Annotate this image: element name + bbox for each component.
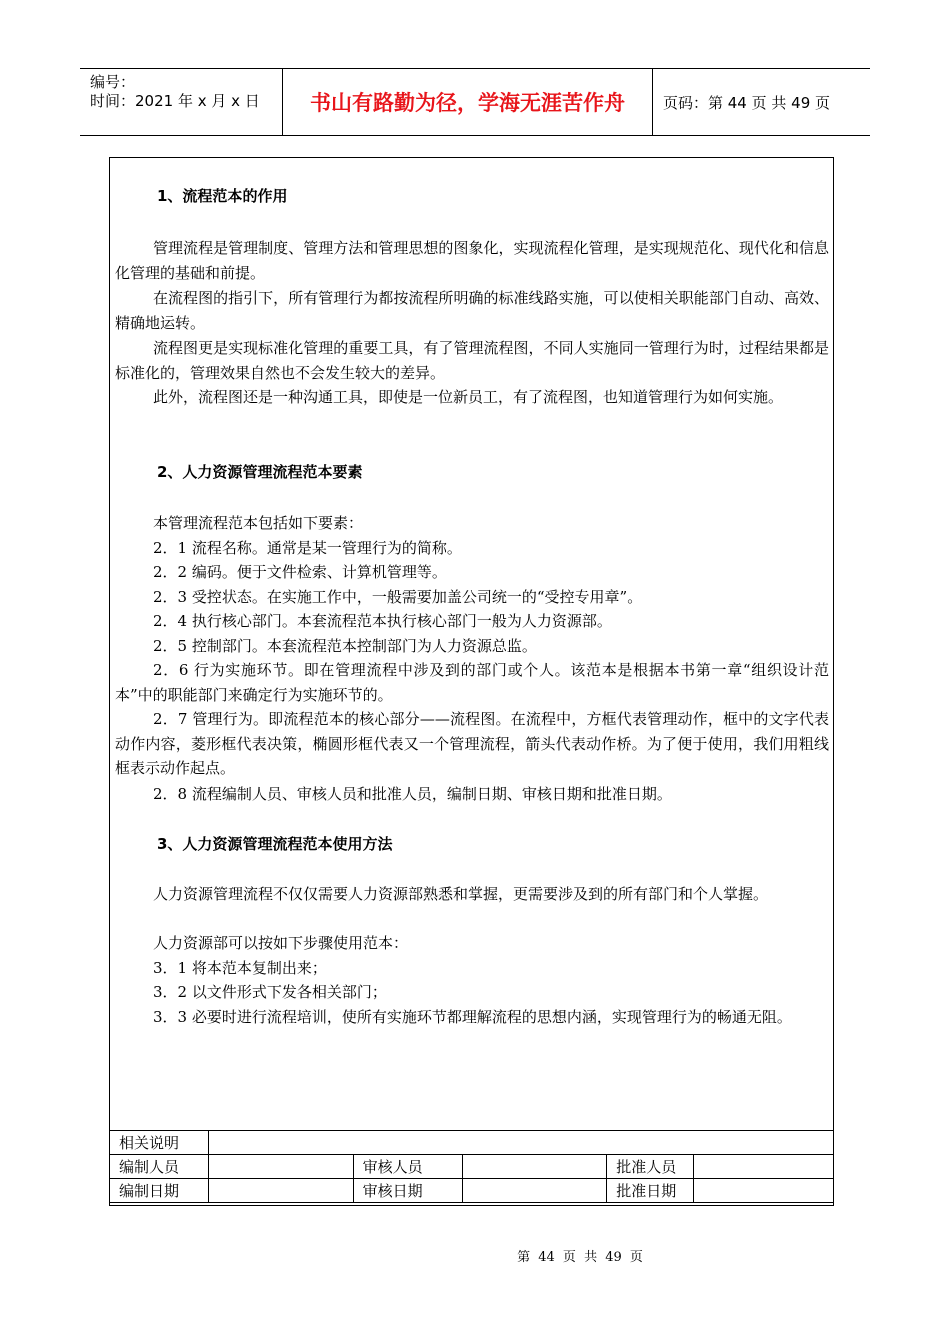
section-1-paragraph-4: 此外，流程图还是一种沟通工具，即使是一位新员工，有了流程图，也知道管理行为如何实施。 — [153, 388, 784, 406]
page-header — [80, 68, 870, 136]
section-3-item-3: 3．3 必要时进行流程培训，使所有实施环节都理解流程的思想内涵，实现管理行为的畅通无阻。 — [153, 1008, 792, 1026]
related-notes-label: 相关说明 — [110, 1131, 209, 1155]
approver-value — [694, 1155, 834, 1179]
compiler-value — [208, 1155, 353, 1179]
approve-date-value — [694, 1179, 834, 1203]
section-2-item-6: 2．6 行为实施环节。即在管理流程中涉及到的部门或个人。该范本是根据本书第一章“组织设计范本”中的职能部门来确定行为实施环节的。 — [115, 661, 829, 704]
table-row — [110, 1179, 834, 1203]
section-2-item-7: 2．7 管理行为。即流程范本的核心部分——流程图。在流程中，方框代表管理动作，框中的文字代表动作内容，菱形框代表决策，椭圆形框代表又一个管理流程，箭头代表动作桥。为了便于使用，我们用粗线框表示动作起点。 — [115, 710, 829, 777]
main-content-box — [109, 157, 834, 1206]
section-3-item-1: 3．1 将本范本复制出来； — [153, 959, 327, 977]
section-1-title: 1、流程范本的作用 — [157, 187, 288, 205]
header-page-info: 页码：第 44 页 共 49 页 — [663, 93, 831, 112]
serial-label: 编号： — [90, 73, 136, 91]
compile-date-label: 编制日期 — [110, 1179, 209, 1203]
section-2-item-8: 2．8 流程编制人员、审核人员和批准人员，编制日期、审核日期和批准日期。 — [153, 785, 672, 803]
reviewer-label: 审核人员 — [353, 1155, 462, 1179]
section-2-item-3: 2．3 受控状态。在实施工作中，一般需要加盖公司统一的“受控专用章”。 — [153, 588, 643, 606]
section-3-title: 3、人力资源管理流程范本使用方法 — [157, 835, 393, 853]
compiler-label: 编制人员 — [110, 1155, 209, 1179]
time-label: 时间：2021 年 x 月 x 日 — [90, 92, 260, 110]
section-1-paragraph-2: 在流程图的指引下，所有管理行为都按流程所明确的标准线路实施，可以使相关职能部门自动、高效、精确地运转。 — [115, 289, 829, 332]
section-3-paragraph-1: 人力资源管理流程不仅仅需要人力资源部熟悉和掌握，更需要涉及到的所有部门和个人掌握。 — [153, 885, 769, 903]
section-3-item-2: 3．2 以文件形式下发各相关部门； — [153, 983, 387, 1001]
section-2-item-2: 2．2 编码。便于文件检索、计算机管理等。 — [153, 563, 447, 581]
section-2-item-5: 2．5 控制部门。本套流程范本控制部门为人力资源总监。 — [153, 637, 537, 655]
section-2-item-1: 2．1 流程名称。通常是某一管理行为的简称。 — [153, 539, 462, 557]
section-2-paragraph-1: 本管理流程范本包括如下要素： — [153, 514, 364, 532]
section-2-title: 2、人力资源管理流程范本要素 — [157, 463, 363, 481]
table-row — [110, 1131, 834, 1155]
header-motto: 书山有路勤为径，学海无涯苦作舟 — [283, 69, 653, 135]
approver-label: 批准人员 — [607, 1155, 694, 1179]
approval-info-table — [109, 1130, 834, 1203]
reviewer-value — [462, 1155, 607, 1179]
page-footer: 第 44 页 共 49 页 — [517, 1250, 643, 1265]
section-1-paragraph-1: 管理流程是管理制度、管理方法和管理思想的图象化，实现流程化管理，是实现规范化、现代化和信息化管理的基础和前提。 — [115, 239, 829, 282]
review-date-value — [462, 1179, 607, 1203]
related-notes-value — [208, 1131, 833, 1155]
table-row — [110, 1155, 834, 1179]
section-2-item-4: 2．4 执行核心部门。本套流程范本执行核心部门一般为人力资源部。 — [153, 612, 612, 630]
compile-date-value — [208, 1179, 353, 1203]
section-1-paragraph-3: 流程图更是实现标准化管理的重要工具，有了管理流程图，不同人实施同一管理行为时，过程结果都是标准化的，管理效果自然也不会发生较大的差异。 — [115, 339, 829, 382]
section-3-paragraph-2: 人力资源部可以按如下步骤使用范本： — [153, 934, 409, 952]
review-date-label: 审核日期 — [353, 1179, 462, 1203]
approve-date-label: 批准日期 — [607, 1179, 694, 1203]
header-meta — [80, 69, 283, 135]
